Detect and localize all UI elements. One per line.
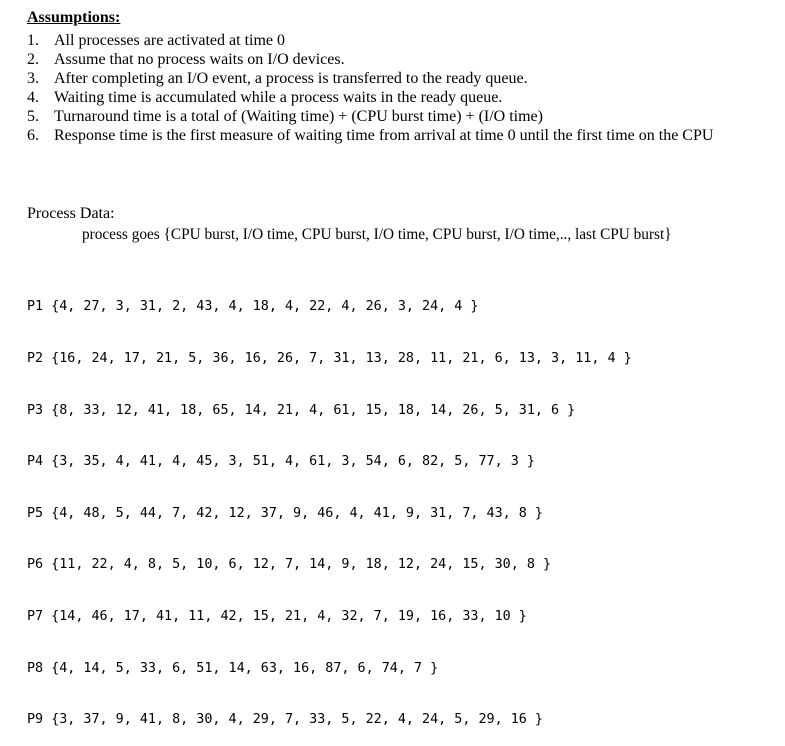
process-line-p3: P3 {8, 33, 12, 41, 18, 65, 14, 21, 4, 61, 15, 18, 14, 26, 5, 31, 6 }: [27, 402, 576, 418]
process-line-p7: P7 {14, 46, 17, 41, 11, 42, 15, 21, 4, 32, 7, 19, 16, 33, 10 }: [27, 609, 527, 625]
assumption-item: [27, 50, 772, 69]
assumption-text: Response time is the first measure of waiting time from arrival at time 0 until the first time on the CPU: [54, 127, 714, 144]
assumption-text: Waiting time is accumulated while a process waits in the ready queue.: [54, 89, 503, 106]
process-list: [27, 264, 632, 746]
assumption-item: [27, 107, 772, 126]
assumption-text: After completing an I/O event, a process is transferred to the ready queue.: [54, 70, 528, 87]
assumption-text: Assume that no process waits on I/O devices.: [54, 51, 345, 68]
assumption-number: 5.: [27, 108, 39, 125]
assumption-number: 3.: [27, 70, 39, 87]
process-line-p6: P6 {11, 22, 4, 8, 5, 10, 6, 12, 7, 14, 9, 18, 12, 24, 15, 30, 8 }: [27, 557, 552, 573]
process-format-description: process goes {CPU burst, I/O time, CPU burst, I/O time, CPU burst, I/O time,.., last CPU burst}: [82, 226, 672, 243]
assumption-number: 2.: [27, 51, 39, 68]
process-data-title: Process Data:: [27, 205, 115, 222]
assumption-text: Turnaround time is a total of (Waiting time) + (CPU burst time) + (I/O time): [54, 108, 543, 125]
process-line-p9: P9 {3, 37, 9, 41, 8, 30, 4, 29, 7, 33, 5, 22, 4, 24, 5, 29, 16 }: [27, 712, 543, 728]
assumptions-list: [27, 31, 772, 145]
assumptions-heading: Assumptions:: [27, 9, 121, 26]
assumption-text: All processes are activated at time 0: [54, 32, 286, 49]
process-line-p4: P4 {3, 35, 4, 41, 4, 45, 3, 51, 4, 61, 3, 54, 6, 82, 5, 77, 3 }: [27, 454, 535, 470]
assumption-number: 4.: [27, 89, 39, 106]
assumption-number: 1.: [27, 32, 39, 49]
process-line-p8: P8 {4, 14, 5, 33, 6, 51, 14, 63, 16, 87, 6, 74, 7 }: [27, 660, 439, 676]
assumption-item: [27, 69, 772, 88]
assumption-number: 6.: [27, 127, 39, 144]
assumption-item: [27, 126, 772, 145]
process-line-p2: P2 {16, 24, 17, 21, 5, 36, 16, 26, 7, 31, 13, 28, 11, 21, 6, 13, 3, 11, 4 }: [27, 351, 632, 367]
assumption-item: [27, 88, 772, 107]
process-line-p1: P1 {4, 27, 3, 31, 2, 43, 4, 18, 4, 22, 4, 26, 3, 24, 4 }: [27, 299, 479, 315]
assumption-item: [27, 31, 772, 50]
process-line-p5: P5 {4, 48, 5, 44, 7, 42, 12, 37, 9, 46, 4, 41, 9, 31, 7, 43, 8 }: [27, 505, 543, 521]
